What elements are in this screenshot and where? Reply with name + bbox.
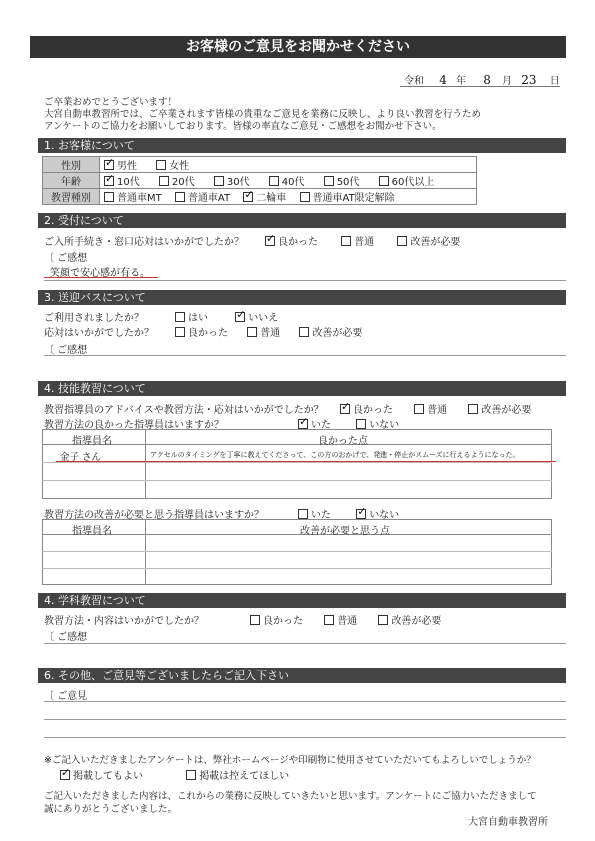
checkbox-skill-good[interactable] xyxy=(340,404,350,414)
at-label: 普通車AT xyxy=(187,193,231,204)
male-label: 男性 xyxy=(117,161,137,172)
intro-line-2: 大宮自動車教習所では、ご卒業されます皆様の貴重なご意見を業務に反映し、より良い教習を行うため xyxy=(44,109,482,120)
checkbox-class-good[interactable] xyxy=(250,615,260,625)
bus-q2-options xyxy=(175,324,362,339)
checkbox-bus-yes[interactable] xyxy=(175,312,185,322)
skill-normal-label: 普通 xyxy=(427,405,448,416)
date-year-unit: 年 xyxy=(456,76,467,87)
at-limit-label: 普通車AT限定解除 xyxy=(312,193,395,204)
checkbox-bus-improve[interactable] xyxy=(299,327,309,337)
intro-text xyxy=(44,97,481,133)
checkbox-class-improve[interactable] xyxy=(378,615,388,625)
good-col-points: 良かった点 xyxy=(318,436,368,447)
skill-bad-yes-label: いた xyxy=(311,510,331,521)
skill-question-2: 教習方法の良かった指導員はいますか？ xyxy=(44,420,224,431)
checkbox-bus-normal[interactable] xyxy=(247,327,257,337)
form-title: お客様のご意見をお聞かせください xyxy=(30,36,566,58)
checkbox-reception-good[interactable] xyxy=(265,236,275,246)
checkbox-skill-good-no[interactable] xyxy=(356,419,366,429)
section-other-header: 6. その他、ご意見等ございましたらご記入下さい xyxy=(38,668,566,683)
consent-yes-label: 掲載してもよい xyxy=(73,771,143,782)
section-customer-header: 1. お客様について xyxy=(38,138,566,153)
good-instructor-comment: アクセルのタイミングを丁寧に教えてくださって、この方のおかげで、発進・停止がスムーズに行えるようになった。 xyxy=(150,451,520,459)
good-instructor-table xyxy=(42,429,552,499)
intro-line-1: ご卒業おめでとうございます！ xyxy=(44,97,178,108)
checkbox-consent-no[interactable] xyxy=(186,770,196,780)
skill-question-1: 教習指導員のアドバイスや教習方法・応対はいかがでしたか？ xyxy=(44,405,324,416)
other-comment-label: 〔 ご意見 xyxy=(44,691,88,702)
date-era: 令和 xyxy=(404,76,424,87)
skill-bad-no-label: いない xyxy=(369,510,400,521)
class-good-label: 良かった xyxy=(263,616,303,627)
checkbox-at-limit[interactable] xyxy=(300,192,310,202)
checkbox-skill-bad-yes[interactable] xyxy=(298,509,308,519)
checkbox-class-normal[interactable] xyxy=(324,615,334,625)
age-10-label: 10代 xyxy=(117,177,140,188)
customer-table xyxy=(42,156,477,205)
skill-good-no-label: いない xyxy=(369,420,400,431)
checkbox-age-60[interactable] xyxy=(379,176,389,186)
section-skill-header: 4. 技能教習について xyxy=(38,381,566,396)
bus-yes-label: はい xyxy=(188,313,208,324)
good-instructor-name: 金子 さん xyxy=(60,452,102,463)
checkbox-at[interactable] xyxy=(175,192,185,202)
checkbox-age-30[interactable] xyxy=(214,176,224,186)
reception-normal-label: 普通 xyxy=(354,237,375,248)
improve-col-points: 改善が必要と思う点 xyxy=(300,526,390,537)
course-label: 教習種別 xyxy=(43,189,100,205)
age-20-label: 20代 xyxy=(171,177,195,188)
section-bus-header: 3. 送迎バスについて xyxy=(38,290,566,305)
bus-question-2: 応対はいかがでしたか？ xyxy=(44,328,154,339)
date-day: 23 xyxy=(521,73,537,87)
checkbox-skill-good-yes[interactable] xyxy=(298,419,308,429)
checkbox-female[interactable] xyxy=(156,160,166,170)
signature: 大宮自動車教習所 xyxy=(468,817,548,828)
reception-comment-label: 〔 ご感想 xyxy=(44,253,88,264)
skill-question-3: 教習方法の改善が必要と思う指導員はいますか？ xyxy=(44,510,264,521)
date-month: 8 xyxy=(483,73,491,87)
reception-good-label: 良かった xyxy=(278,237,318,248)
class-comment-label: 〔 ご感想 xyxy=(44,632,88,643)
reception-comment: 笑顔で安心感が有る。 xyxy=(50,268,150,279)
age-60-label: 60代以上 xyxy=(391,177,435,188)
bus-q1-options xyxy=(175,309,278,324)
date-month-unit: 月 xyxy=(502,76,513,87)
checkbox-age-40[interactable] xyxy=(269,176,279,186)
checkbox-motorcycle[interactable] xyxy=(243,192,253,202)
consent-no-label: 掲載は控えてほしい xyxy=(199,771,290,782)
section-reception-header: 2. 受付について xyxy=(38,213,566,228)
skill-q1-options xyxy=(340,401,531,416)
class-normal-label: 普通 xyxy=(337,616,358,627)
gender-options xyxy=(100,157,477,173)
checkbox-age-20[interactable] xyxy=(159,176,169,186)
consent-question: ※ご記入いただきましたアンケートは、弊社ホームページや印刷物に使用させていただいてもよろしいでしょうか？ xyxy=(44,755,536,766)
intro-line-3: アンケートのご協力をお願いしております。皆様の率直なご意見・ご感想をお聞かせ下さい。 xyxy=(44,121,442,132)
age-options xyxy=(100,173,477,189)
date-row xyxy=(404,72,560,87)
checkbox-male[interactable] xyxy=(104,160,114,170)
checkbox-consent-yes[interactable] xyxy=(60,770,70,780)
female-label: 女性 xyxy=(169,161,190,172)
age-30-label: 30代 xyxy=(226,177,250,188)
reception-improve-label: 改善が必要 xyxy=(410,237,461,248)
gender-label: 性別 xyxy=(43,157,100,173)
checkbox-mt[interactable] xyxy=(104,192,114,202)
checkbox-reception-normal[interactable] xyxy=(341,236,351,246)
checkbox-reception-improve[interactable] xyxy=(397,236,407,246)
class-options xyxy=(250,612,441,627)
checkbox-age-50[interactable] xyxy=(324,176,334,186)
mt-label: 普通車MT xyxy=(117,193,162,204)
course-options xyxy=(100,189,477,205)
consent-options xyxy=(60,767,289,782)
date-day-unit: 日 xyxy=(549,76,560,87)
closing-line-1: ご記入いただきました内容は、これからの業務に反映していきたいと思います。アンケートにご協力いただきまして xyxy=(44,791,537,802)
skill-improve-label: 改善が必要 xyxy=(481,405,532,416)
section-class-header: 4. 学科教習について xyxy=(38,593,566,608)
closing-line-2: 誠にありがとうございました。 xyxy=(44,804,178,815)
date-year: 4 xyxy=(439,73,447,87)
bus-question-1: ご利用されましたか？ xyxy=(44,313,144,324)
checkbox-skill-bad-no[interactable] xyxy=(356,509,366,519)
bus-good-label: 良かった xyxy=(188,328,228,339)
class-improve-label: 改善が必要 xyxy=(391,616,442,627)
motorcycle-label: 二輪車 xyxy=(256,193,287,204)
age-50-label: 50代 xyxy=(336,177,360,188)
checkbox-bus-no[interactable] xyxy=(235,312,245,322)
age-40-label: 40代 xyxy=(281,177,305,188)
bus-normal-label: 普通 xyxy=(260,328,281,339)
improve-col-name: 指導員名 xyxy=(72,526,112,537)
improve-instructor-table xyxy=(42,519,552,585)
checkbox-bus-good[interactable] xyxy=(175,327,185,337)
age-label: 年齢 xyxy=(43,173,100,189)
bus-improve-label: 改善が必要 xyxy=(312,328,363,339)
bus-no-label: いいえ xyxy=(248,313,279,324)
bus-comment-label: 〔 ご感想 xyxy=(44,345,88,356)
closing-text xyxy=(44,790,537,816)
checkbox-age-10[interactable] xyxy=(104,176,114,186)
checkbox-skill-improve[interactable] xyxy=(468,404,478,414)
reception-options xyxy=(265,233,460,248)
class-question: 教習方法・内容はいかがでしたか？ xyxy=(44,616,204,627)
skill-good-yes-label: いた xyxy=(311,420,331,431)
good-col-name: 指導員名 xyxy=(72,436,112,447)
reception-question: ご入所手続き・窓口応対はいかがでしたか？ xyxy=(44,237,244,248)
skill-good-label: 良かった xyxy=(353,405,393,416)
checkbox-skill-normal[interactable] xyxy=(414,404,424,414)
